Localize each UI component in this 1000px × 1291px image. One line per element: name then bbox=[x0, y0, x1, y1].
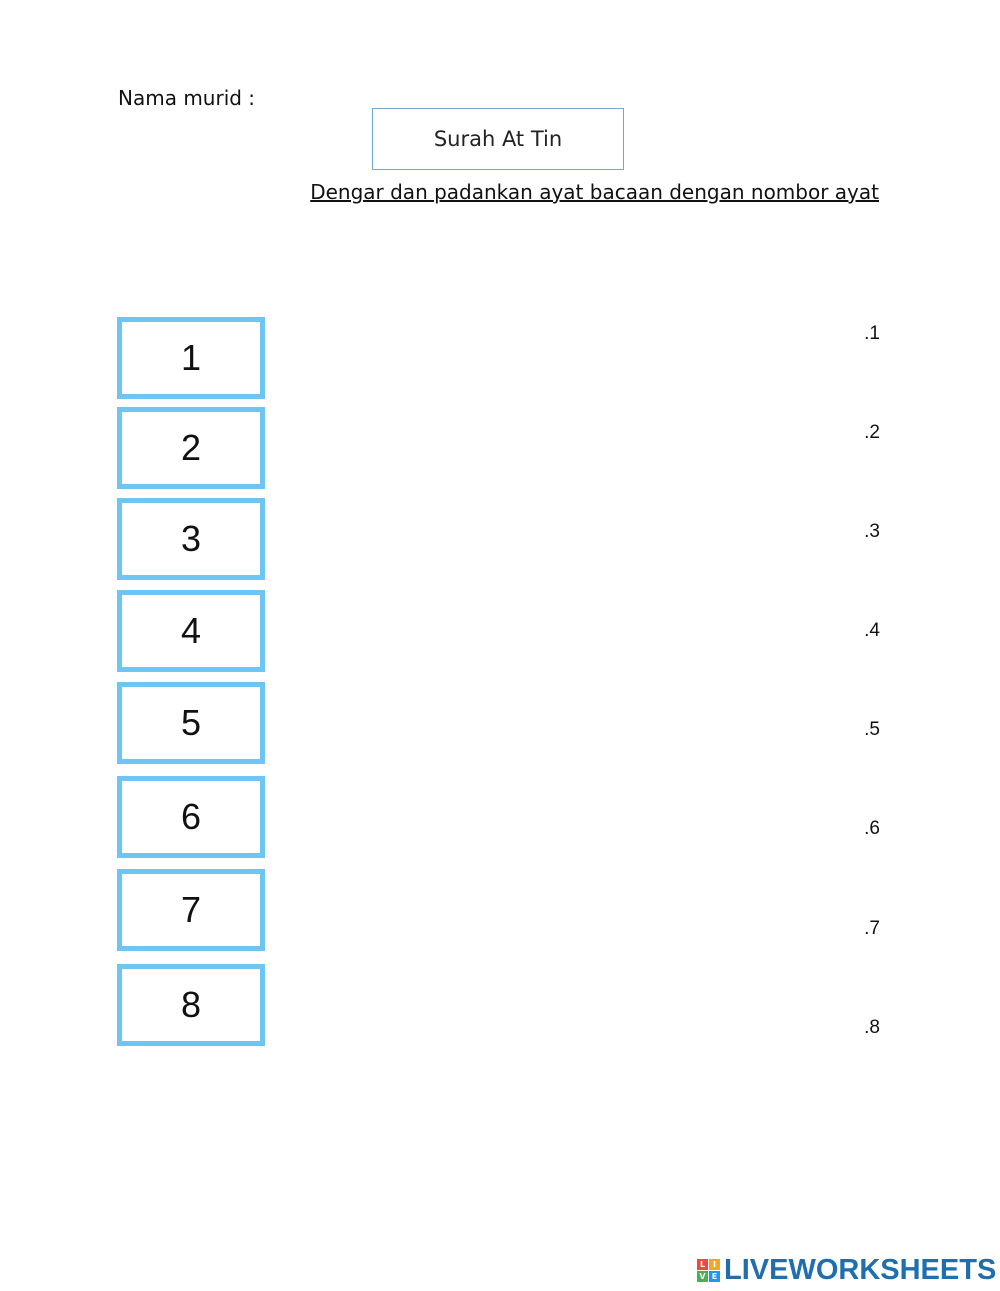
logo-letter-i: I bbox=[709, 1259, 720, 1270]
ayat-number-6: .6 bbox=[864, 818, 880, 839]
number-box-3[interactable] bbox=[117, 498, 265, 580]
number-box-label: 5 bbox=[180, 702, 202, 743]
ayat-number-8: .8 bbox=[864, 1017, 880, 1038]
logo-letter-l: L bbox=[697, 1259, 708, 1270]
number-box-label: 7 bbox=[180, 889, 202, 930]
number-box-label: 8 bbox=[180, 984, 202, 1025]
page-title: Surah At Tin bbox=[433, 127, 563, 151]
instruction-text: Dengar dan padankan ayat bacaan dengan nombor ayat bbox=[310, 180, 879, 204]
liveworksheets-logo bbox=[697, 1253, 996, 1287]
number-box-label: 2 bbox=[180, 427, 202, 468]
number-box-4[interactable] bbox=[117, 590, 265, 672]
number-box-5[interactable] bbox=[117, 682, 265, 764]
number-box-label: 3 bbox=[180, 518, 202, 559]
number-box-8[interactable] bbox=[117, 964, 265, 1046]
number-box-1[interactable] bbox=[117, 317, 265, 399]
number-box-6[interactable] bbox=[117, 776, 265, 858]
ayat-number-3: .3 bbox=[864, 521, 880, 542]
name-label: Nama murid : bbox=[118, 86, 256, 110]
number-box-label: 1 bbox=[180, 337, 202, 378]
logo-mark-icon bbox=[697, 1259, 720, 1282]
ayat-number-7: .7 bbox=[864, 918, 880, 939]
number-box-label: 4 bbox=[180, 610, 202, 651]
ayat-number-1: .1 bbox=[864, 323, 880, 344]
number-box-7[interactable] bbox=[117, 869, 265, 951]
number-box-label: 6 bbox=[180, 796, 202, 837]
logo-letter-v: V bbox=[697, 1271, 708, 1282]
ayat-number-5: .5 bbox=[864, 719, 880, 740]
logo-letter-e: E bbox=[709, 1271, 720, 1282]
number-box-2[interactable] bbox=[117, 407, 265, 489]
title-box bbox=[372, 108, 624, 170]
logo-text: LIVEWORKSHEETS bbox=[724, 1253, 997, 1286]
ayat-number-2: .2 bbox=[864, 422, 880, 443]
ayat-number-4: .4 bbox=[864, 620, 880, 641]
